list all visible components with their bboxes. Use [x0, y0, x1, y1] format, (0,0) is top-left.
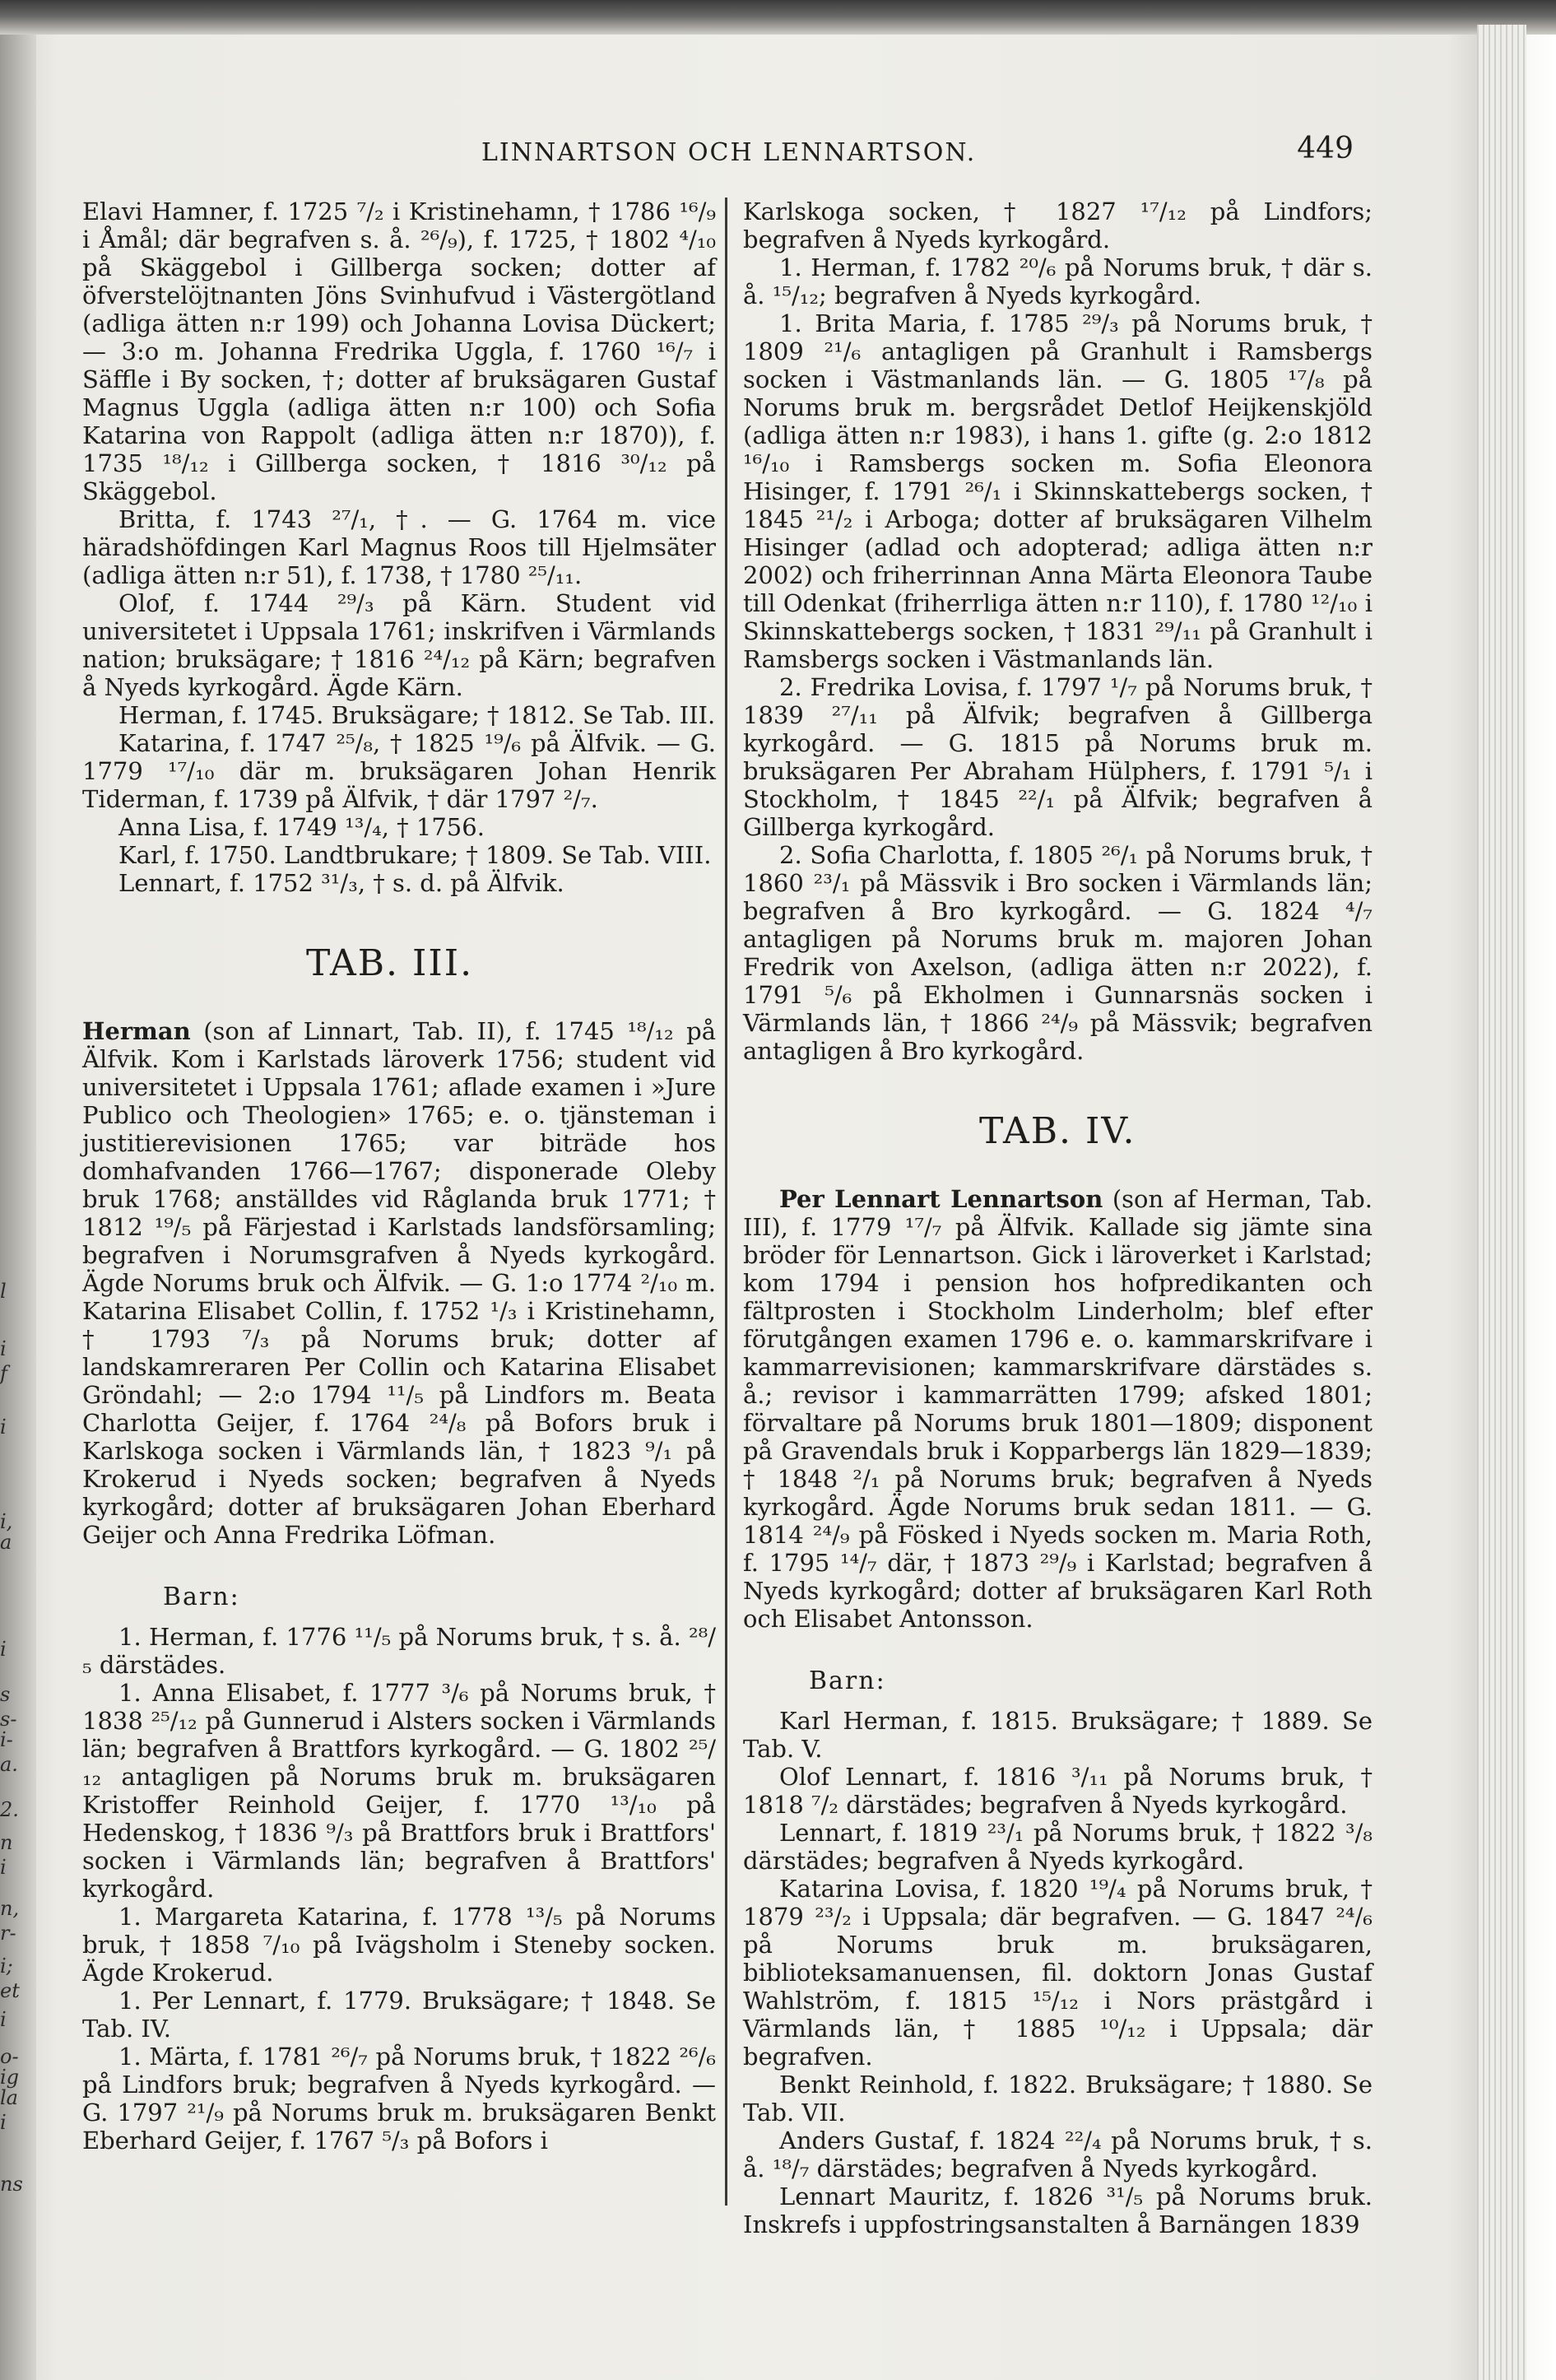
- paragraph: Katarina, f. 1747 ²⁵/₈, † 1825 ¹⁹/₆ på Älfvik. — G. 1779 ¹⁷/₁₀ där m. bruksägaren Johan Henrik Tiderman, f. 1739 på Älfvik, † där 1797 ²/₇.: [82, 729, 716, 813]
- paragraph: Anna Lisa, f. 1749 ¹³/₄, † 1756.: [118, 813, 485, 841]
- list-item: Benkt Reinhold, f. 1822. Bruksägare; † 1880. Se Tab. VII.: [743, 2071, 1373, 2127]
- list-item: 1. Anna Elisabet, f. 1777 ³/₆ på Norums bruk, † 1838 ²⁵/₁₂ på Gunnerud i Alsters socken i Värmlands län; begrafven å Brattfors kyrkogård. — G. 1802 ²⁵/₁₂ antagligen på Norums bruk m. bruksägaren Kristoffer Reinhold Geijer, f. 1770 ¹³/₁₀ på Hedenskog, † 1836 ⁹/₃ på Brattfors bruk i Brattfors' socken i Värmlands län; begrafven å Brattfors' kyrkogård.: [82, 1679, 716, 1903]
- paragraph: Lennart, f. 1752 ³¹/₃, † s. d. på Älfvik.: [118, 869, 564, 897]
- list-item: 1. Märta, f. 1781 ²⁶/₇ på Norums bruk, † 1822 ²⁶/₆ på Lindfors bruk; begrafven å Nyeds kyrkogård. — G. 1797 ²¹/₉ på Norums bruk m. bruksägaren Benkt Eberhard Geijer, f. 1767 ⁵/₃ på Bofors i: [82, 2043, 716, 2155]
- list-item: Katarina Lovisa, f. 1820 ¹⁹/₄ på Norums bruk, † 1879 ²³/₂ i Uppsala; där begrafven. — G. 1847 ²⁴/₆ på Norums bruk m. bruksägaren, biblioteksamanuensen, fil. doktorn Jonas Gustaf Wahlström, f. 1815 ¹⁵/₁₂ i Nors prästgård i Värmlands län, † 1885 ¹⁰/₁₂ i Uppsala; där begrafven.: [743, 1875, 1373, 2071]
- margin-fragment: ig: [0, 2066, 20, 2089]
- margin-fragment: 2.: [0, 1798, 19, 1821]
- paragraph: 2. Sofia Charlotta, f. 1805 ²⁶/₁ på Norums bruk, † 1860 ²³/₁ på Mässvik i Bro socken i Värmlands län; begrafven å Bro kyrkogård. — G. 1824 ⁴/₇ antagligen på Norums bruk m. majoren Johan Fredrik von Axelson, (adliga ätten n:r 2022), f. 1791 ⁵/₆ på Ekholmen i Gunnarsnäs socken i Värmlands län, † 1866 ²⁴/₉ på Mässvik; begrafven antagligen å Bro kyrkogård.: [743, 841, 1373, 1065]
- margin-fragment: i: [0, 1856, 7, 1879]
- page-edges: [1477, 25, 1526, 2380]
- entry-text: (son af Linnart, Tab. II), f. 1745 ¹⁸/₁₂ på Älfvik. Kom i Karlstads läroverk 1756; student vid universitetet i Uppsala 1761; aflade examen i »Jure Publico och Theologien» 1765; e. o. tjänsteman i justitierevisionen 1765; var biträde hos domhafvanden 1766—1767; disponerade Oleby bruk 1768; anställdes vid Råglanda bruk 1771; † 1812 ¹⁹/₅ på Färjestad i Karlstads landsförsamling; begrafven i Norumsgrafven å Nyeds kyrkogård. Ägde Norums bruk och Älfvik. — G. 1:o 1774 ²/₁₀ m. Katarina Elisabet Collin, f. 1752 ¹/₃ i Kristinehamn, † 1793 ⁷/₃ på Norums bruk; dotter af landskamreraren Per Collin och Katarina Elisabet Gröndahl; — 2:o 1794 ¹¹/₅ på Lindfors m. Beata Charlotta Geijer, f. 1764 ²⁴/₈ på Bofors bruk i Karlskoga socken i Värmlands län, † 1823 ⁹/₁ på Krokerud i Nyeds socken; begrafven å Nyeds kyrkogård; dotter af bruksägaren Johan Eberhard Geijer och Anna Fredrika Löfman.: [82, 1017, 716, 1549]
- list-item: 1. Margareta Katarina, f. 1778 ¹³/₅ på Norums bruk, † 1858 ⁷/₁₀ på Ivägsholm i Steneby socken. Ägde Krokerud.: [82, 1903, 716, 1987]
- margin-fragment: i: [0, 1337, 7, 1360]
- list-item: Lennart, f. 1819 ²³/₁ på Norums bruk, † 1822 ³/₈ därstädes; begrafven å Nyeds kyrkogård.: [743, 1819, 1373, 1875]
- list-item: 1. Herman, f. 1776 ¹¹/₅ på Norums bruk, † s. å. ²⁸/₅ därstädes.: [82, 1623, 716, 1679]
- paragraph: Olof, f. 1744 ²⁹/₃ på Kärn. Student vid universitetet i Uppsala 1761; inskrifven i Värmlands nation; bruksägare; † 1816 ²⁴/₁₂ på Kärn; begrafven å Nyeds kyrkogård. Ägde Kärn.: [82, 589, 716, 701]
- table-heading: TAB. IV.: [979, 1110, 1136, 1152]
- list-item: Anders Gustaf, f. 1824 ²²/₄ på Norums bruk, † s. å. ¹⁸/₇ därstädes; begrafven å Nyeds kyrkogård.: [743, 2127, 1373, 2182]
- paragraph: Karl, f. 1750. Landtbrukare; † 1809. Se Tab. VIII.: [118, 841, 712, 869]
- paragraph: Herman, f. 1745. Bruksägare; † 1812. Se Tab. III.: [118, 701, 716, 729]
- person-name: Per Lennart Lennartson: [779, 1185, 1103, 1213]
- margin-fragment: r-: [0, 1922, 16, 1945]
- scan-top-edge: [0, 0, 1556, 35]
- margin-fragment: n: [0, 1831, 13, 1854]
- paragraph: 1. Herman, f. 1782 ²⁰/₆ på Norums bruk, † där s. å. ¹⁵/₁₂; begrafven å Nyeds kyrkogård.: [743, 253, 1373, 309]
- margin-fragment: la: [0, 2086, 18, 2109]
- paragraph: Britta, f. 1743 ²⁷/₁, †. — G. 1764 m. vice häradshöfdingen Karl Magnus Roos till Hjelmsäter (adliga ätten n:r 51), f. 1738, † 1780 ²⁵/₁₁.: [82, 505, 716, 589]
- running-header: LINNARTSON OCH LENNARTSON.: [481, 138, 977, 167]
- margin-fragment: a: [0, 1531, 12, 1554]
- margin-fragment: n,: [0, 1897, 20, 1920]
- margin-fragment: o-: [0, 2045, 19, 2068]
- column-rule: [725, 198, 727, 2206]
- margin-fragment: l: [0, 1280, 7, 1303]
- children-heading: Barn:: [163, 1583, 240, 1611]
- margin-fragment: i-: [0, 1728, 13, 1751]
- paragraph: Elavi Hamner, f. 1725 ⁷/₂ i Kristinehamn, † 1786 ¹⁶/₉ i Åmål; där begrafven s. å. ²⁶/₉), f. 1725, † 1802 ⁴/₁₀ på Skäggebol i Gillberga socken; dotter af öfverstelöjtnanten Jöns Svinhufvud i Västergötland (adliga ätten n:r 199) och Johanna Lovisa Dückert; — 3:o m. Johanna Fredrika Uggla, f. 1760 ¹⁶/₇ i Säffle i By socken, †; dotter af bruksägaren Gustaf Magnus Uggla (adliga ätten n:r 100) och Sofia Katarina von Rappolt (adliga ätten n:r 1870)), f. 1735 ¹⁸/₁₂ i Gillberga socken, † 1816 ³⁰/₁₂ på Skäggebol.: [82, 198, 716, 505]
- table-heading: TAB. III.: [306, 942, 474, 984]
- list-item: Lennart Mauritz, f. 1826 ³¹/₅ på Norums bruk. Inskrefs i uppfostringsanstalten å Barnängen 1839: [743, 2182, 1373, 2238]
- list-item: Karl Herman, f. 1815. Bruksägare; † 1889. Se Tab. V.: [743, 1707, 1373, 1763]
- margin-fragment: s-: [0, 1708, 17, 1731]
- left-column: [82, 198, 716, 2155]
- right-column: [743, 198, 1373, 2238]
- paragraph: 2. Fredrika Lovisa, f. 1797 ¹/₇ på Norums bruk, † 1839 ²⁷/₁₁ på Älfvik; begrafven å Gillberga kyrkogård. — G. 1815 på Norums bruk m. bruksägaren Per Abraham Hülphers, f. 1791 ⁵/₁ i Stockholm, † 1845 ²²/₁ på Älfvik; begrafven å Gillberga kyrkogård.: [743, 673, 1373, 841]
- margin-fragment: a.: [0, 1753, 18, 1776]
- margin-fragment: i: [0, 2111, 7, 2134]
- margin-fragment: i: [0, 1638, 7, 1661]
- entry-text: (son af Herman, Tab. III), f. 1779 ¹⁷/₇ på Älfvik. Kallade sig jämte sina bröder för Lennartson. Gick i läroverket i Karlstad; kom 1794 i pension hos hofpredikanten och fältprosten i Stockholm Linderholm; blef efter förutgången examen 1796 e. o. kammarskrifvare i kammarrevisionen; kammarskrifvare därstädes s. å.; revisor i kammarrätten 1799; afsked 1801; förvaltare på Norums bruk 1801—1809; disponent på Gravendals bruk i Kopparbergs län 1829—1839; † 1848 ²/₁ på Norums bruk; begrafven å Nyeds kyrkogård. Ägde Norums bruk sedan 1811. — G. 1814 ²⁴/₉ på Fösked i Nyeds socken m. Maria Roth, f. 1795 ¹⁴/₇ där, † 1873 ²⁹/₉ i Karlstad; begrafven å Nyeds kyrkogård; dotter af bruksägaren Karl Roth och Elisabet Antonsson.: [743, 1185, 1373, 1633]
- margin-fragment: et: [0, 1979, 20, 2002]
- children-heading: Barn:: [809, 1666, 886, 1695]
- margin-fragment: i: [0, 1415, 7, 1439]
- list-item: Olof Lennart, f. 1816 ³/₁₁ på Norums bruk, † 1818 ⁷/₂ därstädes; begrafven å Nyeds kyrkogård.: [743, 1763, 1373, 1819]
- margin-fragment: i;: [0, 1955, 13, 1978]
- paragraph: [743, 1185, 1373, 1633]
- margin-fragment: f: [0, 1362, 7, 1385]
- margin-fragment: i,: [0, 1510, 13, 1533]
- paragraph: 1. Brita Maria, f. 1785 ²⁹/₃ på Norums bruk, † 1809 ²¹/₆ antagligen på Granhult i Ramsbergs socken i Västmanlands län. — G. 1805 ¹⁷/₈ på Norums bruk m. bergsrådet Detlof Heijkenskjöld (adliga ätten n:r 1983), i hans 1. gifte (g. 2:o 1812 ¹⁶/₁₀ i Ramsbergs socken m. Sofia Eleonora Hisinger, f. 1791 ²⁶/₁ i Skinnskattebergs socken, † 1845 ²¹/₂ i Arboga; dotter af bruksägaren Vilhelm Hisinger (adlad och adopterad; adliga ätten n:r 2002) och friherrinnan Anna Märta Eleonora Taube till Odenkat (friherrliga ätten n:r 110), f. 1780 ¹²/₁₀ i Skinnskattebergs socken, † 1831 ²⁹/₁₁ på Granhult i Ramsbergs socken i Västmanlands län.: [743, 309, 1373, 673]
- list-item: 1. Per Lennart, f. 1779. Bruksägare; † 1848. Se Tab. IV.: [82, 1987, 716, 2043]
- page-number: 449: [1297, 132, 1354, 165]
- margin-fragment: s: [0, 1683, 11, 1706]
- paragraph: [82, 1017, 716, 1549]
- paragraph: Karlskoga socken, † 1827 ¹⁷/₁₂ på Lindfors; begrafven å Nyeds kyrkogård.: [743, 198, 1373, 253]
- person-name: Herman: [82, 1017, 191, 1045]
- margin-fragment: i: [0, 2008, 7, 2031]
- margin-fragment: ns: [0, 2173, 23, 2196]
